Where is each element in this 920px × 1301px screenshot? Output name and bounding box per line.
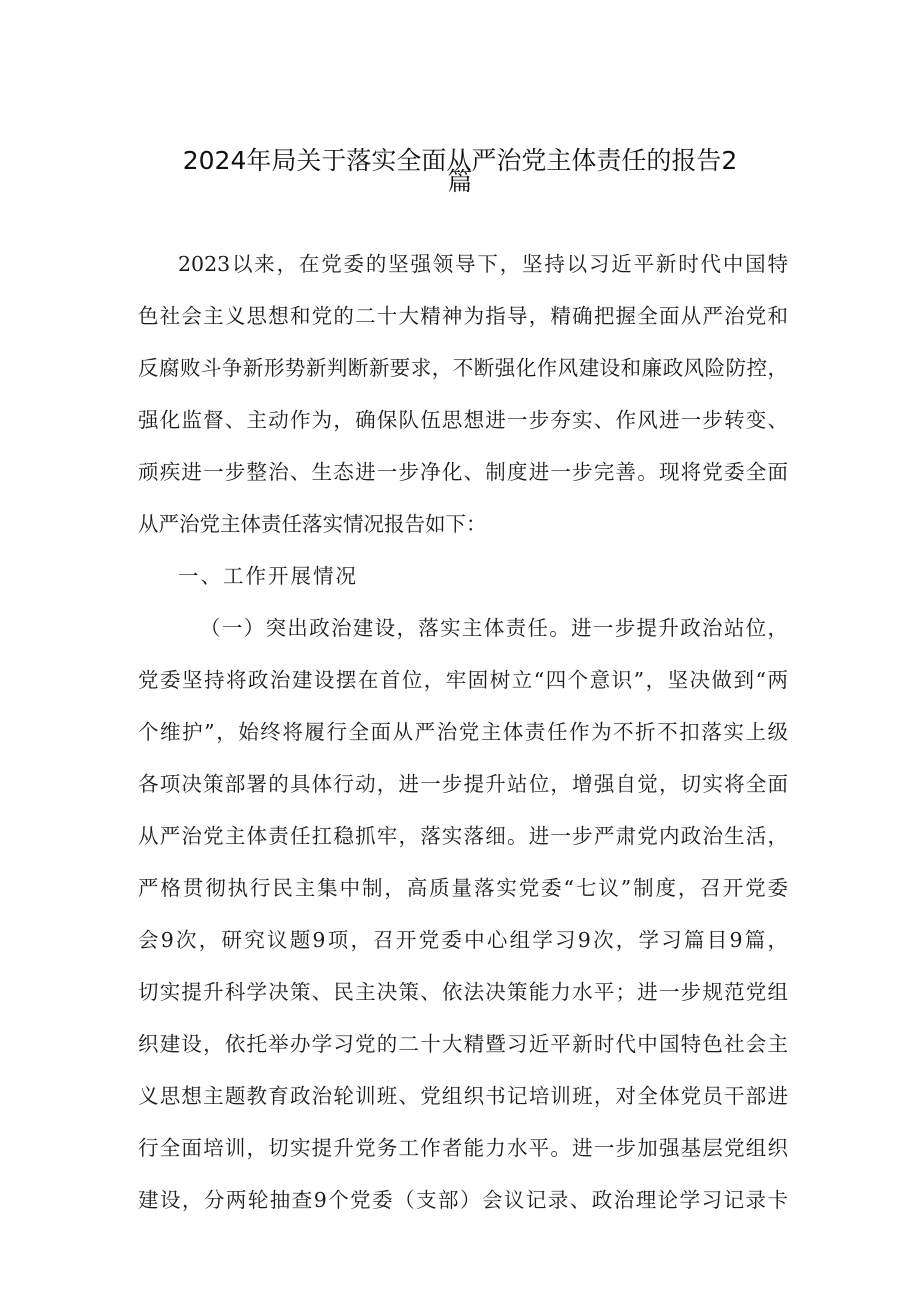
paragraph-line: 严格贯彻执行民主集中制，高质量落实党委“七议”制度，召开党委 xyxy=(138,876,788,900)
paragraph-line: 义思想主题教育政治轮训班、党组织书记培训班，对全体党员干部进 xyxy=(138,1084,788,1108)
paragraph-line: 强化监督、主动作为，确保队伍思想进一步夯实、作风进一步转变、 xyxy=(138,408,788,432)
paragraph-line: 织建设，依托举办学习党的二十大精暨习近平新时代中国特色社会主 xyxy=(138,1032,788,1056)
paragraph-line: 行全面培训，切实提升党务工作者能力水平。进一步加强基层党组织 xyxy=(138,1136,788,1160)
section-paragraph xyxy=(138,602,788,1226)
paragraph-line: 从严治党主体责任扛稳抓牢，落实落细。进一步严肃党内政治生活， xyxy=(138,824,788,848)
paragraph-line: 建设，分两轮抽查9个党委（支部）会议记录、政治理论学习记录卡 xyxy=(138,1188,788,1212)
document-title-line-1: 2024年局关于落实全面从严治党主体责任的报告2 xyxy=(182,146,738,175)
paragraph-line: 2023以来，在党委的坚强领导下，坚持以习近平新时代中国特 xyxy=(178,252,788,276)
paragraph-line: 顽疾进一步整治、生态进一步净化、制度进一步完善。现将党委全面 xyxy=(138,460,788,484)
paragraph-line: 从严治党主体责任落实情况报告如下： xyxy=(138,512,487,536)
paragraph-line: 色社会主义思想和党的二十大精神为指导，精确把握全面从严治党和 xyxy=(138,304,788,328)
paragraph-line: 反腐败斗争新形势新判断新要求，不断强化作风建设和廉政风险防控， xyxy=(138,356,788,380)
document-title-line-2: 篇 xyxy=(447,167,473,196)
paragraph-line: 各项决策部署的具体行动，进一步提升站位，增强自觉，切实将全面 xyxy=(138,772,788,796)
paragraph-line: 个维护”，始终将履行全面从严治党主体责任作为不折不扣落实上级 xyxy=(138,720,788,744)
document-body xyxy=(138,238,788,1226)
paragraph-line: 党委坚持将政治建设摆在首位，牢固树立“四个意识”，坚决做到“两 xyxy=(138,668,788,692)
paragraph-line: （一）突出政治建设，落实主体责任。进一步提升政治站位， xyxy=(200,616,788,640)
paragraph-line: 会9次，研究议题9项，召开党委中心组学习9次，学习篇目9篇， xyxy=(138,928,788,952)
paragraph-line: 切实提升科学决策、民主决策、依法决策能力水平；进一步规范党组 xyxy=(138,980,788,1004)
section-heading: 一、工作开展情况 xyxy=(178,564,358,588)
intro-paragraph xyxy=(138,238,788,550)
